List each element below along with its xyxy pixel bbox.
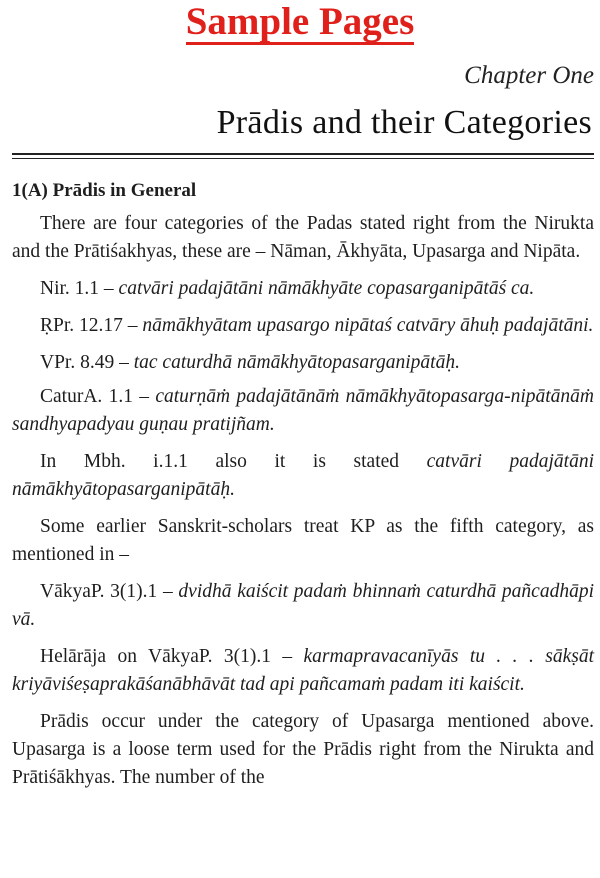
citation-quote: catvāri padajātāni nāmākhyāte copasarganipātāś ca. xyxy=(118,278,535,299)
paragraph xyxy=(12,708,594,792)
banner-title: Sample Pages xyxy=(185,0,415,43)
citation-source: Helārāja on VākyaP. 3(1).1 – xyxy=(40,646,304,667)
page-body xyxy=(12,178,594,801)
citation-source: CaturA. 1.1 – xyxy=(40,386,156,407)
chapter-title: Prādis and their Categories xyxy=(216,104,592,141)
citation-quote: karmapravacanīyās tu . . . sākṣāt kriyāviśeṣaprakāśanābhāvāt tad api pañcamaṁ padam iti kaiścit. xyxy=(12,646,594,695)
citation-quote: catvāri padajātāni nāmākhyātopasarganipātāḥ. xyxy=(12,451,594,500)
citation-quote: caturṇāṁ padajātānāṁ nāmākhyātopasarga-nipātānāṁ sandhyapadyau guṇau pratijñam. xyxy=(12,386,594,435)
citation-quote: nāmākhyātam upasargo nipātaś catvāry āhuḥ padajātāni. xyxy=(142,315,594,336)
title-rule-thin xyxy=(12,158,594,159)
paragraph xyxy=(12,578,594,634)
paragraph-text: Prādis occur under the category of Upasarga mentioned above. Upasarga is a loose term used for the Prādis right from the Nirukta and Prātiśākhyas. The number of the xyxy=(12,711,594,788)
citation-source: VPr. 8.49 – xyxy=(40,352,134,373)
paragraph xyxy=(12,275,594,303)
paragraph xyxy=(12,349,594,377)
citation-quote: dvidhā kaiścit padaṁ bhinnaṁ caturdhā pañcadhāpi vā. xyxy=(12,581,594,630)
paragraph-text: There are four categories of the Padas stated right from the Nirukta and the Prātiśakhyas, these are – Nāman, Ākhyāta, Upasarga and Nipāta. xyxy=(12,213,594,262)
sample-pages-banner xyxy=(0,0,600,45)
paragraph xyxy=(12,643,594,699)
paragraph xyxy=(12,210,594,266)
paragraph xyxy=(12,383,594,439)
title-rule-thick xyxy=(12,153,594,155)
paragraph-text: Some earlier Sanskrit-scholars treat KP as the fifth category, as mentioned in – xyxy=(12,516,594,565)
citation-source: ṚPr. 12.17 – xyxy=(40,315,143,336)
citation-quote: tac caturdhā nāmākhyātopasarganipātāḥ. xyxy=(133,352,460,373)
paragraph xyxy=(12,448,594,504)
paragraph xyxy=(12,513,594,569)
citation-source: Nir. 1.1 – xyxy=(40,278,119,299)
section-heading: 1(A) Prādis in General xyxy=(12,180,197,201)
paragraph xyxy=(12,312,594,340)
chapter-label: Chapter One xyxy=(464,62,594,89)
citation-source: VākyaP. 3(1).1 – xyxy=(40,581,179,602)
paragraph-text: In Mbh. i.1.1 also it is stated xyxy=(40,451,427,472)
